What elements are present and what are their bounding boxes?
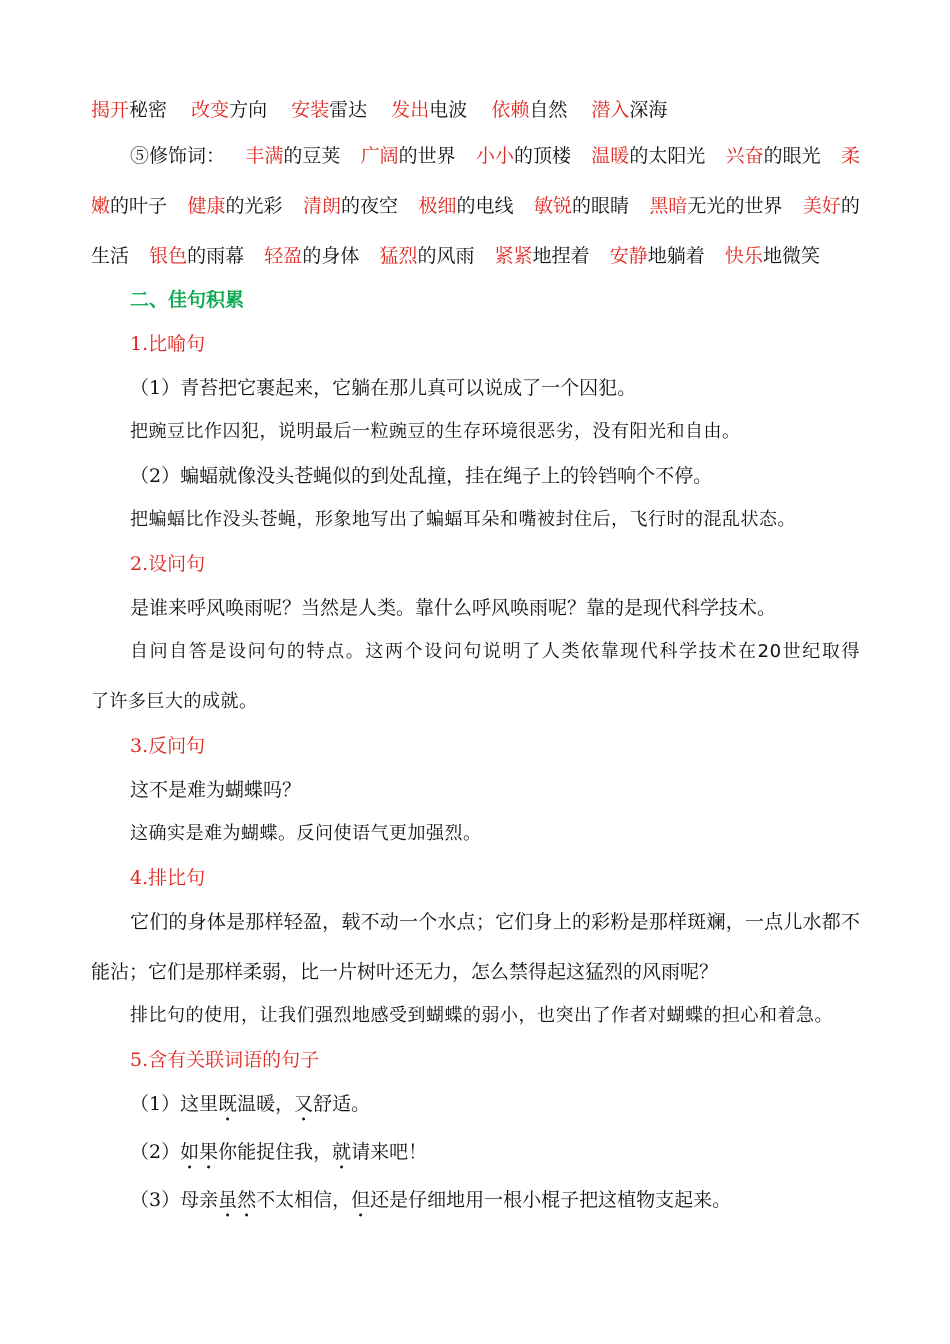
word-item: 银色的雨幕 bbox=[149, 245, 245, 267]
explanation: 自问自答是设问句的特点。这两个设问句说明了人类依靠现代科学技术在20世纪取得 bbox=[130, 641, 860, 662]
explanation-continued: 了许多巨大的成就。 bbox=[91, 691, 258, 712]
word-item: 生活 bbox=[91, 245, 130, 267]
example-sentence: （3）母亲虽然不太相信，但还是仔细地用一根小棍子把这植物支起来。 bbox=[130, 1189, 732, 1211]
word-item: 广阔的世界 bbox=[360, 145, 456, 167]
example-sentence: 它们的身体是那样轻盈，载不动一个水点；它们身上的彩粉是那样斑斓，一点儿水都不 bbox=[130, 911, 860, 933]
word-item: 柔 bbox=[840, 145, 860, 167]
conjunction: 但 bbox=[351, 1189, 371, 1211]
word-item: 猛烈的风雨 bbox=[379, 245, 475, 267]
subsection-title: 1.比喻句 bbox=[130, 333, 206, 355]
word-item: 健康的光彩 bbox=[187, 195, 283, 217]
explanation: 排比句的使用，让我们强烈地感受到蝴蝶的弱小，也突出了作者对蝴蝶的担心和着急。 bbox=[130, 1005, 833, 1026]
word-item: 安静地躺着 bbox=[609, 245, 705, 267]
word-item: 黑暗无光的世界 bbox=[649, 195, 783, 217]
subsection-title: 5.含有关联词语的句子 bbox=[130, 1049, 320, 1071]
modifiers-line-3 bbox=[91, 244, 820, 268]
word-item: 发出电波 bbox=[391, 99, 468, 121]
example-sentence: 是谁来呼风唤雨呢？当然是人类。靠什么呼风唤雨呢？靠的是现代科学技术。 bbox=[130, 597, 777, 619]
word-item: 温暖的太阳光 bbox=[591, 145, 706, 167]
word-item: 安装雷达 bbox=[291, 99, 368, 121]
word-item: 潜入深海 bbox=[591, 99, 668, 121]
word-item: 改变方向 bbox=[191, 99, 268, 121]
conjunction: 既 bbox=[218, 1093, 238, 1115]
subsection-title: 2.设问句 bbox=[130, 553, 206, 575]
word-item: 丰满的豆荚 bbox=[245, 145, 341, 167]
example-sentence-continued: 能沾；它们是那样柔弱，比一片树叶还无力，怎么禁得起这猛烈的风雨呢？ bbox=[91, 961, 719, 983]
word-item: 小小的顶楼 bbox=[475, 145, 571, 167]
subsection-title: 4.排比句 bbox=[130, 867, 206, 889]
explanation: 这确实是难为蝴蝶。反问使语气更加强烈。 bbox=[130, 823, 482, 844]
modifier-label: ⑤修饰词： bbox=[130, 145, 226, 167]
word-item: 紧紧地捏着 bbox=[494, 245, 590, 267]
word-item: 嫩的叶子 bbox=[91, 195, 168, 217]
explanation: 把蝙蝠比作没头苍蝇，形象地写出了蝙蝠耳朵和嘴被封住后，飞行时的混乱状态。 bbox=[130, 509, 796, 530]
conjunction: 又 bbox=[294, 1093, 314, 1115]
explanation: 把豌豆比作囚犯，说明最后一粒豌豆的生存环境很恶劣，没有阳光和自由。 bbox=[130, 421, 741, 442]
example-sentence: （2）蝙蝠就像没头苍蝇似的到处乱撞，挂在绳子上的铃铛响个不停。 bbox=[130, 465, 713, 487]
word-item: 敏锐的眼睛 bbox=[533, 195, 629, 217]
subsection-title: 3.反问句 bbox=[130, 735, 206, 757]
word-item: 美好的 bbox=[802, 195, 860, 217]
word-item: 揭开秘密 bbox=[91, 99, 168, 121]
word-item: 轻盈的身体 bbox=[264, 245, 360, 267]
conjunction: 虽然 bbox=[218, 1189, 257, 1211]
conjunction: 如果 bbox=[180, 1141, 219, 1163]
modifiers-line-2 bbox=[91, 194, 860, 218]
word-item: 兴奋的眼光 bbox=[725, 145, 821, 167]
example-sentence: （2）如果你能捉住我，就请来吧！ bbox=[130, 1141, 428, 1163]
example-sentence: 这不是难为蝴蝶吗？ bbox=[130, 779, 302, 801]
example-sentence: （1）青苔把它裹起来，它躺在那儿真可以说成了一个囚犯。 bbox=[130, 377, 637, 399]
word-item: 依赖自然 bbox=[491, 99, 568, 121]
word-item: 清朗的夜空 bbox=[302, 195, 398, 217]
word-item: 快乐地微笑 bbox=[724, 245, 820, 267]
word-item: 极细的电线 bbox=[418, 195, 514, 217]
modifiers-line-1 bbox=[130, 144, 860, 168]
words-row-1 bbox=[91, 98, 667, 122]
conjunction: 就 bbox=[332, 1141, 352, 1163]
section-heading: 二、佳句积累 bbox=[130, 289, 245, 311]
example-sentence: （1）这里既温暖，又舒适。 bbox=[130, 1093, 371, 1115]
